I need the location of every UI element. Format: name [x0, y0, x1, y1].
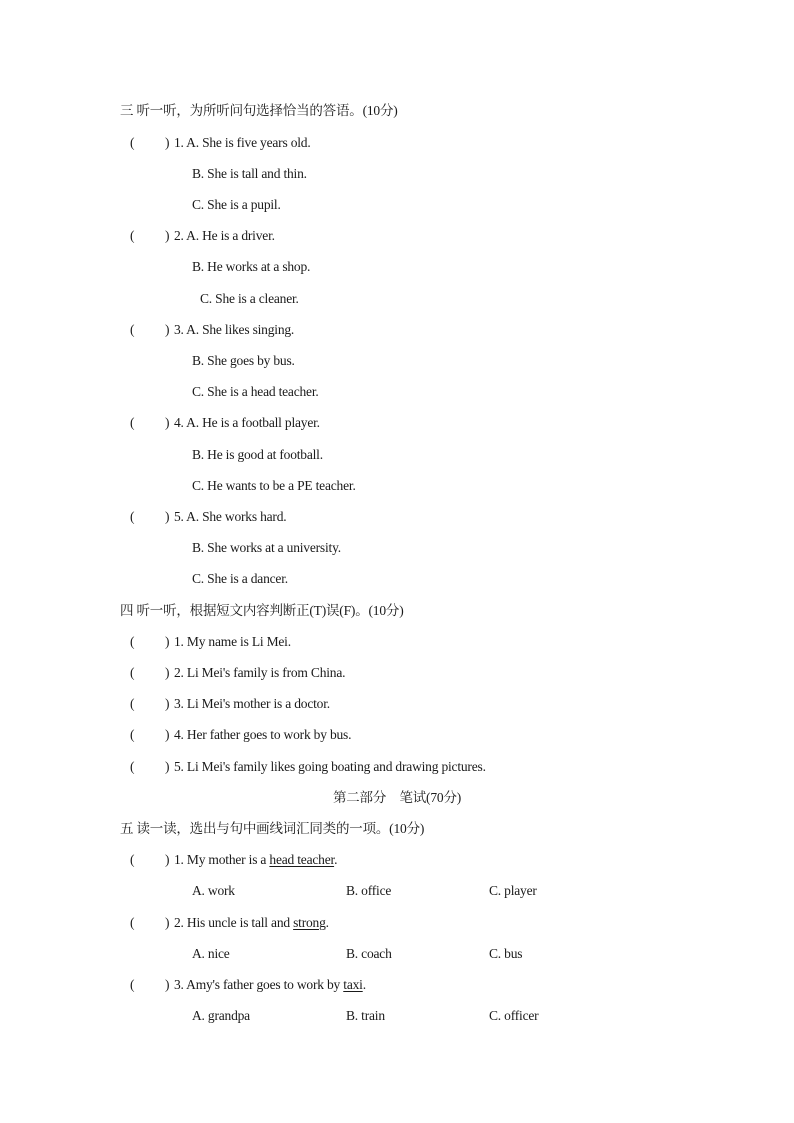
option-a: A. She works hard. — [186, 509, 287, 524]
statement-4: 4. Her father goes to work by bus. — [174, 727, 352, 742]
question-line — [174, 134, 311, 152]
option-a: A. nice — [192, 946, 230, 961]
question-line — [174, 414, 320, 432]
option-a: A. work — [192, 883, 235, 898]
option-c: C. She is a pupil. — [192, 197, 281, 212]
option-a: A. He is a football player. — [186, 415, 320, 430]
option-c: C. She is a cleaner. — [200, 291, 299, 306]
option-a: A. He is a driver. — [186, 228, 275, 243]
option-c: C. officer — [489, 1008, 539, 1023]
option-c: C. player — [489, 883, 537, 898]
option-c: C. She is a dancer. — [192, 571, 288, 586]
option-c: C. She is a head teacher. — [192, 384, 319, 399]
option-b: B. She goes by bus. — [192, 353, 295, 368]
option-b: B. She is tall and thin. — [192, 166, 307, 181]
statement-3: 3. Li Mei's mother is a doctor. — [174, 696, 330, 711]
question-number: 5. — [174, 509, 184, 524]
option-c: C. He wants to be a PE teacher. — [192, 478, 356, 493]
option-b: B. office — [346, 883, 392, 898]
underlined-word: taxi — [343, 977, 363, 992]
underlined-word: strong — [293, 915, 326, 930]
option-a: A. She is five years old. — [186, 135, 311, 150]
question-line — [174, 227, 275, 245]
underlined-word: head teacher — [269, 852, 335, 867]
question-number: 2. — [174, 228, 184, 243]
section5-heading: 五 读一读，选出与句中画线词汇同类的一项。(10分) — [120, 821, 425, 836]
question-line: 2. His uncle is tall and strong. — [174, 915, 329, 930]
option-b: B. She works at a university. — [192, 540, 341, 555]
question-number: 4. — [174, 415, 184, 430]
section4-heading: 四 听一听，根据短文内容判断正(T)误(F)。(10分) — [120, 603, 404, 618]
option-b: B. train — [346, 1008, 385, 1023]
statement-2: 2. Li Mei's family is from China. — [174, 665, 346, 680]
question-line: 1. My mother is a head teacher. — [174, 852, 338, 867]
question-line — [174, 321, 294, 339]
option-c: C. bus — [489, 946, 523, 961]
option-b: B. coach — [346, 946, 392, 961]
question-line — [174, 508, 286, 526]
statement-1: 1. My name is Li Mei. — [174, 634, 291, 649]
option-b: B. He is good at football. — [192, 447, 323, 462]
worksheet-page: 三 听一听，为所听问句选择恰当的答语。(10分) ( ) 1. A. She is five years old. B. She is tall and thin. C. She is a pupil. ( ) 2. A. He is a driver. B. He works at a shop. C. She is a cleaner. ( ) 3. A. She likes singing. B. She goes by bus. C. She is a head teacher. ( ) 4. A. He is a football player. B. He is good at football. C. He wants to be a PE teacher. ( ) 5. A. She works hard. B. She works at a university. C. She is a dancer. 四 听一听，根据短文内容判断正(T)误(F)。(10分) ( ) 1. My name is Li Mei. ( ) 2. Li Mei's family is from China. ( ) 3. Li Mei's mother is a doctor. ( ) 4. Her father goes to work by bus. ( ) 5. Li Mei's family likes going boating and drawing pictures. 第二部分 笔试(70分) 五 读一读，选出与句中画线词汇同类的一项。(10分) ( ) 1. My mother is a head teacher. A. work B. office C. player ( ) 2. His uncle is tall and strong. A. nice B. coach C. bus ( ) 3. Amy's father goes to work by taxi. A. grandpa B. train C. officer — [0, 0, 794, 1123]
question-number: 3. — [174, 322, 184, 337]
section3-heading: 三 听一听，为所听问句选择恰当的答语。(10分) — [120, 103, 398, 118]
statement-5: 5. Li Mei's family likes going boating and drawing pictures. — [174, 759, 486, 774]
question-line: 3. Amy's father goes to work by taxi. — [174, 977, 366, 992]
option-b: B. He works at a shop. — [192, 259, 311, 274]
option-a: A. grandpa — [192, 1008, 250, 1023]
question-number: 1. — [174, 135, 184, 150]
part2-title: 第二部分 笔试(70分) — [332, 790, 462, 805]
option-a: A. She likes singing. — [186, 322, 295, 337]
